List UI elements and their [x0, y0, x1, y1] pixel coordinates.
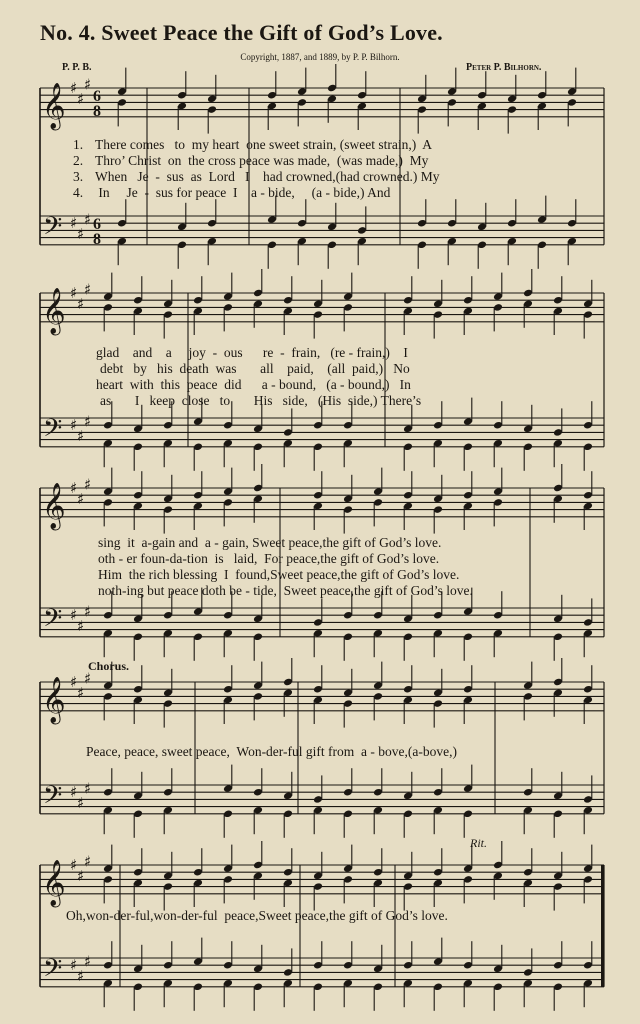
- sharp-sign: ♯: [70, 214, 78, 233]
- sharp-sign: ♯: [84, 602, 92, 621]
- sharp-sign: ♯: [70, 284, 78, 302]
- verse-1-line-1: 1. There comes to my heart one sweet strain, (sweet strain,) A: [73, 137, 433, 152]
- sharp-sign: ♯: [77, 427, 85, 445]
- verse-3-line-3: Him the rich blessing I found,Sweet peace,the gift of God’s love.: [98, 567, 460, 582]
- final-barline: [601, 865, 604, 987]
- treble-clef: 𝄞: [42, 860, 66, 906]
- time-signature-top: 6: [93, 216, 101, 233]
- sharp-sign: ♯: [84, 412, 92, 431]
- verse-1-line-2: glad and a joy - ous re - frain, (re - frain,) I: [96, 345, 408, 360]
- sharp-sign: ♯: [70, 479, 78, 497]
- verse-4-line-2: as I keep close to His side, (His side,) There’s: [100, 393, 422, 408]
- verse-2-line-2: debt by his death was all paid, (all paid,) No: [100, 361, 410, 376]
- bass-clef: 𝄢: [43, 604, 63, 639]
- composer-name: Peter P. Bilhorn.: [466, 62, 542, 73]
- sharp-sign: ♯: [84, 852, 92, 871]
- verse-3-line-2: heart with this peace did a - bound, (a - bound,) In: [96, 377, 411, 392]
- bass-clef: 𝄢: [43, 212, 63, 247]
- sharp-sign: ♯: [84, 475, 92, 494]
- sharp-sign: ♯: [77, 89, 85, 108]
- sharp-sign: ♯: [77, 489, 85, 508]
- sharp-sign: ♯: [77, 225, 85, 243]
- time-signature-bottom: 8: [93, 103, 101, 120]
- sharp-sign: ♯: [77, 683, 85, 702]
- sharp-sign: ♯: [84, 952, 92, 971]
- author-initials: P. P. B.: [62, 62, 92, 73]
- sharp-sign: ♯: [70, 956, 78, 975]
- verse-1-line-3: sing it a-gain and a - gain, Sweet peace,the gift of God’s love.: [98, 535, 442, 550]
- sharp-sign: ♯: [70, 856, 78, 874]
- sharp-sign: ♯: [70, 783, 78, 802]
- bass-clef: 𝄢: [43, 781, 63, 816]
- treble-clef: 𝄞: [42, 288, 66, 334]
- sharp-sign: ♯: [70, 416, 78, 435]
- bass-clef: 𝄢: [43, 954, 63, 989]
- chorus-line-1: Peace, peace, sweet peace, Won-der-ful gift from a - bove,(a-bove,): [86, 744, 457, 759]
- sharp-sign: ♯: [84, 210, 92, 229]
- sharp-sign: ♯: [77, 794, 85, 812]
- hymn-title: No. 4. Sweet Peace the Gift of God’s Love.: [40, 20, 443, 45]
- copyright-notice: Copyright, 1887, and 1889, by P. P. Bilhorn.: [240, 52, 400, 62]
- treble-clef: 𝄞: [42, 83, 66, 129]
- time-signature-top: 6: [93, 88, 101, 105]
- verse-3-line-1: 3. When Je - sus as Lord I had crowned,(had crowned.) My: [73, 169, 440, 184]
- sharp-sign: ♯: [77, 617, 85, 635]
- treble-clef: 𝄞: [42, 677, 66, 723]
- sharp-sign: ♯: [84, 280, 92, 299]
- sharp-sign: ♯: [84, 669, 92, 688]
- sharp-sign: ♯: [77, 294, 85, 313]
- time-signature-bottom: 8: [93, 231, 101, 248]
- chorus-line-2: Oh,won-der-ful,won-der-ful peace,Sweet peace,the gift of God’s love.: [66, 908, 448, 923]
- sharp-sign: ♯: [70, 673, 78, 691]
- treble-clef: 𝄞: [42, 483, 66, 529]
- sharp-sign: ♯: [70, 606, 78, 625]
- sharp-sign: ♯: [84, 779, 92, 798]
- verse-4-line-1: 4. In Je - sus for peace I a - bide, (a - bide,) And: [73, 185, 391, 200]
- bass-clef: 𝄢: [43, 414, 63, 449]
- chorus-label: Chorus.: [88, 659, 130, 673]
- sharp-sign: ♯: [70, 79, 78, 97]
- sharp-sign: ♯: [77, 967, 85, 985]
- ritardando-marking: Rit.: [470, 836, 487, 850]
- verse-4-line-3: noth-ing but peace doth be - tide, Sweet peace,the gift of God’s love.: [98, 583, 473, 598]
- sharp-sign: ♯: [84, 75, 92, 94]
- sharp-sign: ♯: [77, 866, 85, 885]
- verse-2-line-1: 2. Thro’ Christ on the cross peace was made, (was made,) My: [73, 153, 429, 168]
- verse-2-line-3: oth - er foun-da-tion is laid, For peace,the gift of God’s love.: [98, 551, 440, 566]
